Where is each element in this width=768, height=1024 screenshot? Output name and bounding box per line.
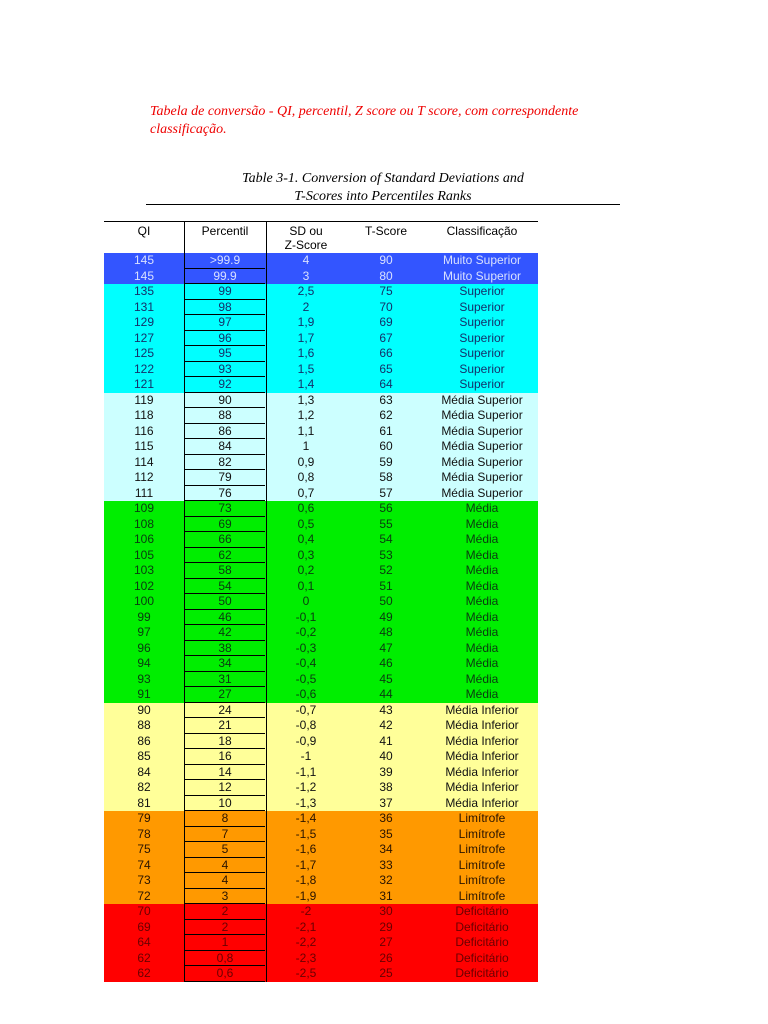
qi-cell: 145 [133, 253, 155, 267]
sd-cell: 2 [302, 299, 310, 314]
percentil-cell: 2 [185, 904, 265, 920]
table-row [104, 796, 538, 812]
table-row [104, 935, 538, 951]
table-row [104, 300, 538, 316]
classificacao-cell: Limítrofe [458, 873, 506, 887]
percentil-cell: 99.9 [185, 269, 265, 285]
sd-cell: -0,4 [295, 656, 317, 670]
column-header-sd-line1: SD ou [289, 224, 323, 238]
table-row [104, 377, 538, 393]
classificacao-cell: Média Inferior [445, 795, 519, 810]
sd-cell: 0,9 [297, 454, 315, 469]
column-header-percentil: Percentil [201, 224, 249, 238]
t-score-cell: 45 [379, 671, 393, 686]
classificacao-cell: Média [465, 532, 499, 546]
t-score-cell: 30 [379, 904, 393, 918]
classificacao-cell: Superior [459, 299, 505, 314]
t-score-cell: 26 [379, 950, 393, 965]
qi-cell: 85 [137, 749, 151, 763]
classificacao-cell: Limítrofe [458, 857, 506, 872]
classificacao-cell: Média [465, 563, 499, 577]
t-score-cell: 33 [379, 857, 393, 872]
t-score-cell: 38 [379, 780, 393, 794]
percentil-cell: 10 [185, 796, 265, 812]
percentil-cell: 90 [185, 393, 265, 409]
qi-cell: 121 [133, 377, 155, 391]
qi-cell: 99 [137, 609, 151, 624]
qi-cell: 78 [137, 826, 151, 841]
t-score-cell: 65 [379, 361, 393, 376]
t-score-cell: 70 [379, 299, 393, 314]
sd-cell: 1,3 [297, 392, 315, 407]
percentil-cell: 16 [185, 749, 265, 765]
t-score-cell: 47 [379, 640, 393, 655]
classificacao-cell: Média Inferior [445, 702, 519, 717]
table-caption [146, 170, 620, 206]
sd-cell: -1,3 [295, 795, 317, 810]
classificacao-cell: Média [465, 640, 499, 655]
classificacao-cell: Limítrofe [458, 811, 506, 825]
percentil-cell: 8 [185, 811, 265, 827]
sd-cell: -2,2 [295, 935, 317, 949]
table-row [104, 966, 538, 982]
sd-cell: -1,7 [295, 857, 317, 872]
classificacao-cell: Média [465, 625, 499, 639]
qi-cell: 88 [137, 718, 151, 732]
sd-cell: 4 [302, 253, 310, 267]
sd-cell: -1,6 [295, 842, 317, 856]
percentil-cell: 31 [185, 672, 265, 688]
qi-cell: 69 [137, 919, 151, 934]
table-row [104, 501, 538, 517]
sd-cell: -0,5 [295, 671, 317, 686]
qi-cell: 79 [137, 811, 151, 825]
sd-cell: 0,2 [297, 563, 315, 577]
sd-cell: 0,7 [297, 485, 315, 500]
qi-cell: 86 [137, 733, 151, 748]
classificacao-cell: Deficitário [455, 919, 509, 934]
t-score-cell: 53 [379, 547, 393, 562]
classificacao-cell: Muito Superior [442, 253, 522, 267]
percentil-cell: 82 [185, 455, 265, 471]
table-row [104, 331, 538, 347]
t-score-cell: 31 [379, 888, 393, 903]
t-score-cell: 59 [379, 454, 393, 469]
qi-cell: 131 [133, 299, 155, 314]
t-score-cell: 64 [379, 377, 393, 391]
qi-cell: 93 [137, 671, 151, 686]
sd-cell: -0,3 [295, 640, 317, 655]
table-row [104, 563, 538, 579]
table-row [104, 284, 538, 300]
percentil-cell: 58 [185, 563, 265, 579]
percentil-cell: 84 [185, 439, 265, 455]
percentil-cell: 73 [185, 501, 265, 517]
classificacao-cell: Muito Superior [442, 268, 522, 283]
table-row [104, 687, 538, 703]
qi-cell: 91 [137, 687, 151, 701]
percentil-cell: 93 [185, 362, 265, 378]
percentil-cell: 38 [185, 641, 265, 657]
sd-cell: 0,6 [297, 501, 315, 515]
t-score-cell: 36 [379, 811, 393, 825]
classificacao-cell: Média [465, 656, 499, 670]
percentil-cell: 88 [185, 408, 265, 424]
classificacao-cell: Média Superior [441, 454, 523, 469]
table-row [104, 827, 538, 843]
table-row [104, 749, 538, 765]
qi-cell: 125 [133, 346, 155, 360]
qi-cell: 116 [134, 423, 154, 438]
classificacao-cell: Média Superior [441, 485, 523, 500]
caption-line-1: Table 3-1. Conversion of Standard Deviations and [242, 171, 524, 186]
classificacao-cell: Deficitário [455, 935, 509, 949]
table-row [104, 656, 538, 672]
t-score-cell: 57 [379, 485, 393, 500]
classificacao-cell: Média Inferior [445, 764, 519, 779]
percentil-cell: 54 [185, 579, 265, 595]
classificacao-cell: Média Superior [441, 392, 523, 407]
qi-cell: 96 [137, 640, 151, 655]
t-score-cell: 34 [379, 842, 393, 856]
t-score-cell: 25 [379, 966, 393, 980]
sd-cell: -0,6 [295, 687, 317, 701]
table-row [104, 253, 538, 269]
percentil-cell: 21 [185, 718, 265, 734]
classificacao-cell: Média [465, 687, 499, 701]
qi-cell: 105 [133, 547, 155, 562]
t-score-cell: 39 [379, 764, 393, 779]
percentil-cell: 2 [185, 920, 265, 936]
classificacao-cell: Média [465, 516, 499, 531]
caption-line-2: T-Scores into Percentiles Ranks [294, 189, 472, 204]
column-header-t-score: T-Score [364, 224, 407, 238]
percentil-cell: 98 [185, 300, 265, 316]
sd-cell: -1,2 [295, 780, 317, 794]
table-row [104, 858, 538, 874]
t-score-cell: 42 [379, 718, 393, 732]
percentil-cell: 12 [185, 780, 265, 796]
percentil-cell: 0,8 [185, 951, 265, 967]
qi-cell: 135 [133, 284, 155, 298]
table-row [104, 641, 538, 657]
t-score-cell: 32 [379, 873, 393, 887]
table-row [104, 346, 538, 362]
table-row [104, 780, 538, 796]
t-score-cell: 58 [379, 470, 393, 484]
qi-cell: 108 [133, 516, 155, 531]
qi-cell: 82 [137, 780, 151, 794]
classificacao-cell: Média [465, 609, 499, 624]
table-body [104, 253, 538, 982]
qi-cell: 81 [137, 795, 151, 810]
qi-cell: 129 [133, 315, 155, 329]
qi-cell: 114 [134, 454, 154, 469]
qi-cell: 97 [137, 625, 151, 639]
classificacao-cell: Superior [459, 361, 505, 376]
qi-cell: 75 [137, 842, 151, 856]
classificacao-cell: Superior [459, 346, 505, 360]
intro-text: Tabela de conversão - QI, percentil, Z score ou T score, com correspondente classificação. [150, 104, 579, 137]
sd-cell: 1,9 [297, 315, 315, 329]
classificacao-cell: Deficitário [455, 904, 509, 918]
qi-cell: 145 [133, 268, 155, 283]
sd-cell: 0,8 [297, 470, 315, 484]
sd-cell: -0,8 [295, 718, 317, 732]
t-score-cell: 80 [379, 268, 393, 283]
sd-cell: -1,8 [295, 873, 317, 887]
table-row [104, 718, 538, 734]
t-score-cell: 67 [379, 330, 393, 345]
classificacao-cell: Limítrofe [458, 842, 506, 856]
sd-cell: 1,6 [297, 346, 315, 360]
sd-cell: -1,5 [295, 826, 317, 841]
classificacao-cell: Média [465, 501, 499, 515]
sd-cell: -2 [300, 904, 312, 918]
table-row [104, 269, 538, 285]
percentil-cell: 86 [185, 424, 265, 440]
table-row [104, 424, 538, 440]
table-row [104, 393, 538, 409]
qi-cell: 90 [137, 702, 151, 717]
table-row [104, 548, 538, 564]
t-score-cell: 41 [379, 733, 393, 748]
percentil-cell: 4 [185, 858, 265, 874]
sd-cell: -1,1 [295, 764, 317, 779]
table-row [104, 594, 538, 610]
sd-cell: -0,9 [295, 733, 317, 748]
sd-cell: 3 [302, 268, 310, 283]
classificacao-cell: Média [465, 594, 499, 608]
t-score-cell: 54 [379, 532, 393, 546]
table-row [104, 362, 538, 378]
table-row [104, 610, 538, 626]
percentil-cell: 24 [185, 703, 265, 719]
percentil-cell: 1 [185, 935, 265, 951]
classificacao-cell: Média Inferior [445, 749, 519, 763]
sd-cell: 2,5 [297, 284, 315, 298]
table-row [104, 904, 538, 920]
qi-cell: 62 [137, 966, 151, 980]
table-row [104, 455, 538, 471]
percentil-cell: 69 [185, 517, 265, 533]
t-score-cell: 51 [379, 578, 393, 593]
sd-cell: 0,4 [297, 532, 315, 546]
sd-cell: 0 [302, 594, 310, 608]
sd-cell: -2,5 [295, 966, 317, 980]
column-header-sd-line2: Z-Score [284, 238, 328, 252]
qi-cell: 119 [134, 392, 154, 407]
t-score-cell: 55 [379, 516, 393, 531]
table-header [104, 222, 538, 253]
table-row [104, 486, 538, 502]
t-score-cell: 50 [379, 594, 393, 608]
classificacao-cell: Limítrofe [458, 888, 506, 903]
qi-cell: 84 [137, 764, 151, 779]
table-row [104, 703, 538, 719]
classificacao-cell: Superior [459, 315, 505, 329]
classificacao-cell: Média [465, 547, 499, 562]
percentil-cell: 92 [185, 377, 265, 393]
classificacao-cell: Deficitário [455, 966, 509, 980]
percentil-cell: 4 [185, 873, 265, 889]
sd-cell: 0,3 [297, 547, 315, 562]
percentil-cell: 34 [185, 656, 265, 672]
sd-cell: 0,5 [297, 516, 315, 531]
qi-cell: 122 [133, 361, 155, 376]
table-row [104, 408, 538, 424]
t-score-cell: 56 [379, 501, 393, 515]
sd-cell: -2,3 [295, 950, 317, 965]
qi-cell: 127 [133, 330, 155, 345]
qi-cell: 72 [137, 888, 151, 903]
t-score-cell: 43 [379, 702, 393, 717]
percentil-cell: 99 [185, 284, 265, 300]
qi-cell: 112 [134, 470, 154, 484]
t-score-cell: 27 [379, 935, 393, 949]
percentil-cell: 14 [185, 765, 265, 781]
t-score-cell: 62 [379, 408, 393, 422]
classificacao-cell: Média Superior [441, 408, 523, 422]
sd-cell: 1 [302, 439, 310, 453]
t-score-cell: 48 [379, 625, 393, 639]
table-row [104, 811, 538, 827]
t-score-cell: 44 [379, 687, 393, 701]
classificacao-cell: Superior [459, 284, 505, 298]
percentil-cell: 66 [185, 532, 265, 548]
qi-cell: 70 [137, 904, 151, 918]
table-row [104, 873, 538, 889]
percentil-cell: 79 [185, 470, 265, 486]
sd-cell: 1,7 [297, 330, 315, 345]
column-header-classificacao: Classificação [446, 224, 518, 238]
sd-cell: -0,2 [295, 625, 317, 639]
column-header-qi: QI [137, 224, 151, 238]
table-row [104, 532, 538, 548]
sd-cell: -0,7 [295, 702, 317, 717]
table-row [104, 889, 538, 905]
t-score-cell: 40 [379, 749, 393, 763]
percentil-cell: 50 [185, 594, 265, 610]
t-score-cell: 69 [379, 315, 393, 329]
t-score-cell: 37 [379, 795, 393, 810]
sd-cell: 0,1 [297, 578, 315, 593]
percentil-cell: 3 [185, 889, 265, 905]
sd-cell: 1,2 [297, 408, 315, 422]
table-row [104, 672, 538, 688]
t-score-cell: 49 [379, 609, 393, 624]
percentil-cell: 62 [185, 548, 265, 564]
classificacao-cell: Média [465, 578, 499, 593]
percentil-cell: 42 [185, 625, 265, 641]
table-row [104, 517, 538, 533]
percentil-cell: 7 [185, 827, 265, 843]
percentil-cell: >99.9 [185, 253, 265, 269]
sd-cell: 1,5 [297, 361, 315, 376]
table-row [104, 765, 538, 781]
qi-cell: 109 [133, 501, 155, 515]
percentil-cell: 76 [185, 486, 265, 502]
t-score-cell: 29 [379, 919, 393, 934]
percentil-cell: 0,6 [185, 966, 265, 982]
classificacao-cell: Média Inferior [445, 718, 519, 732]
t-score-cell: 61 [379, 423, 393, 438]
t-score-cell: 46 [379, 656, 393, 670]
sd-cell: -1 [300, 749, 312, 763]
classificacao-cell: Limítrofe [458, 826, 506, 841]
qi-cell: 118 [134, 408, 154, 422]
t-score-cell: 60 [379, 439, 393, 453]
caption-divider [146, 204, 620, 205]
qi-cell: 73 [137, 873, 151, 887]
t-score-cell: 90 [379, 253, 393, 267]
t-score-cell: 52 [379, 563, 393, 577]
classificacao-cell: Média Superior [441, 423, 523, 438]
sd-cell: 1,1 [297, 423, 315, 438]
table-row [104, 734, 538, 750]
sd-cell: -1,9 [295, 888, 317, 903]
t-score-cell: 63 [379, 392, 393, 407]
table-row [104, 920, 538, 936]
classificacao-cell: Média Inferior [445, 733, 519, 748]
qi-cell: 64 [137, 935, 151, 949]
percentil-cell: 18 [185, 734, 265, 750]
table-row [104, 579, 538, 595]
t-score-cell: 66 [379, 346, 393, 360]
classificacao-cell: Média Superior [441, 439, 523, 453]
percentil-cell: 46 [185, 610, 265, 626]
table-row [104, 842, 538, 858]
sd-cell: 1,4 [297, 377, 315, 391]
qi-cell: 100 [133, 594, 155, 608]
qi-cell: 106 [133, 532, 155, 546]
qi-cell: 102 [133, 578, 155, 593]
sd-cell: -2,1 [295, 919, 317, 934]
classificacao-cell: Média Superior [441, 470, 523, 484]
sd-cell: -0,1 [295, 609, 317, 624]
classificacao-cell: Superior [459, 330, 505, 345]
percentil-cell: 27 [185, 687, 265, 703]
classificacao-cell: Média Inferior [445, 780, 519, 794]
percentil-cell: 96 [185, 331, 265, 347]
qi-cell: 62 [137, 950, 151, 965]
t-score-cell: 75 [379, 284, 393, 298]
classificacao-cell: Média [465, 671, 499, 686]
qi-cell: 103 [133, 563, 155, 577]
percentil-cell: 95 [185, 346, 265, 362]
table-row [104, 625, 538, 641]
qi-cell: 94 [137, 656, 151, 670]
t-score-cell: 35 [379, 826, 393, 841]
table-row [104, 470, 538, 486]
table-row [104, 315, 538, 331]
qi-cell: 74 [137, 857, 151, 872]
table-row [104, 439, 538, 455]
sd-cell: -1,4 [295, 811, 317, 825]
table-row [104, 951, 538, 967]
qi-cell: 115 [134, 439, 154, 453]
classificacao-cell: Deficitário [455, 950, 509, 965]
percentil-cell: 5 [185, 842, 265, 858]
classificacao-cell: Superior [459, 377, 505, 391]
column-header-sd [266, 224, 346, 252]
percentil-cell: 97 [185, 315, 265, 331]
qi-cell: 111 [134, 485, 154, 500]
